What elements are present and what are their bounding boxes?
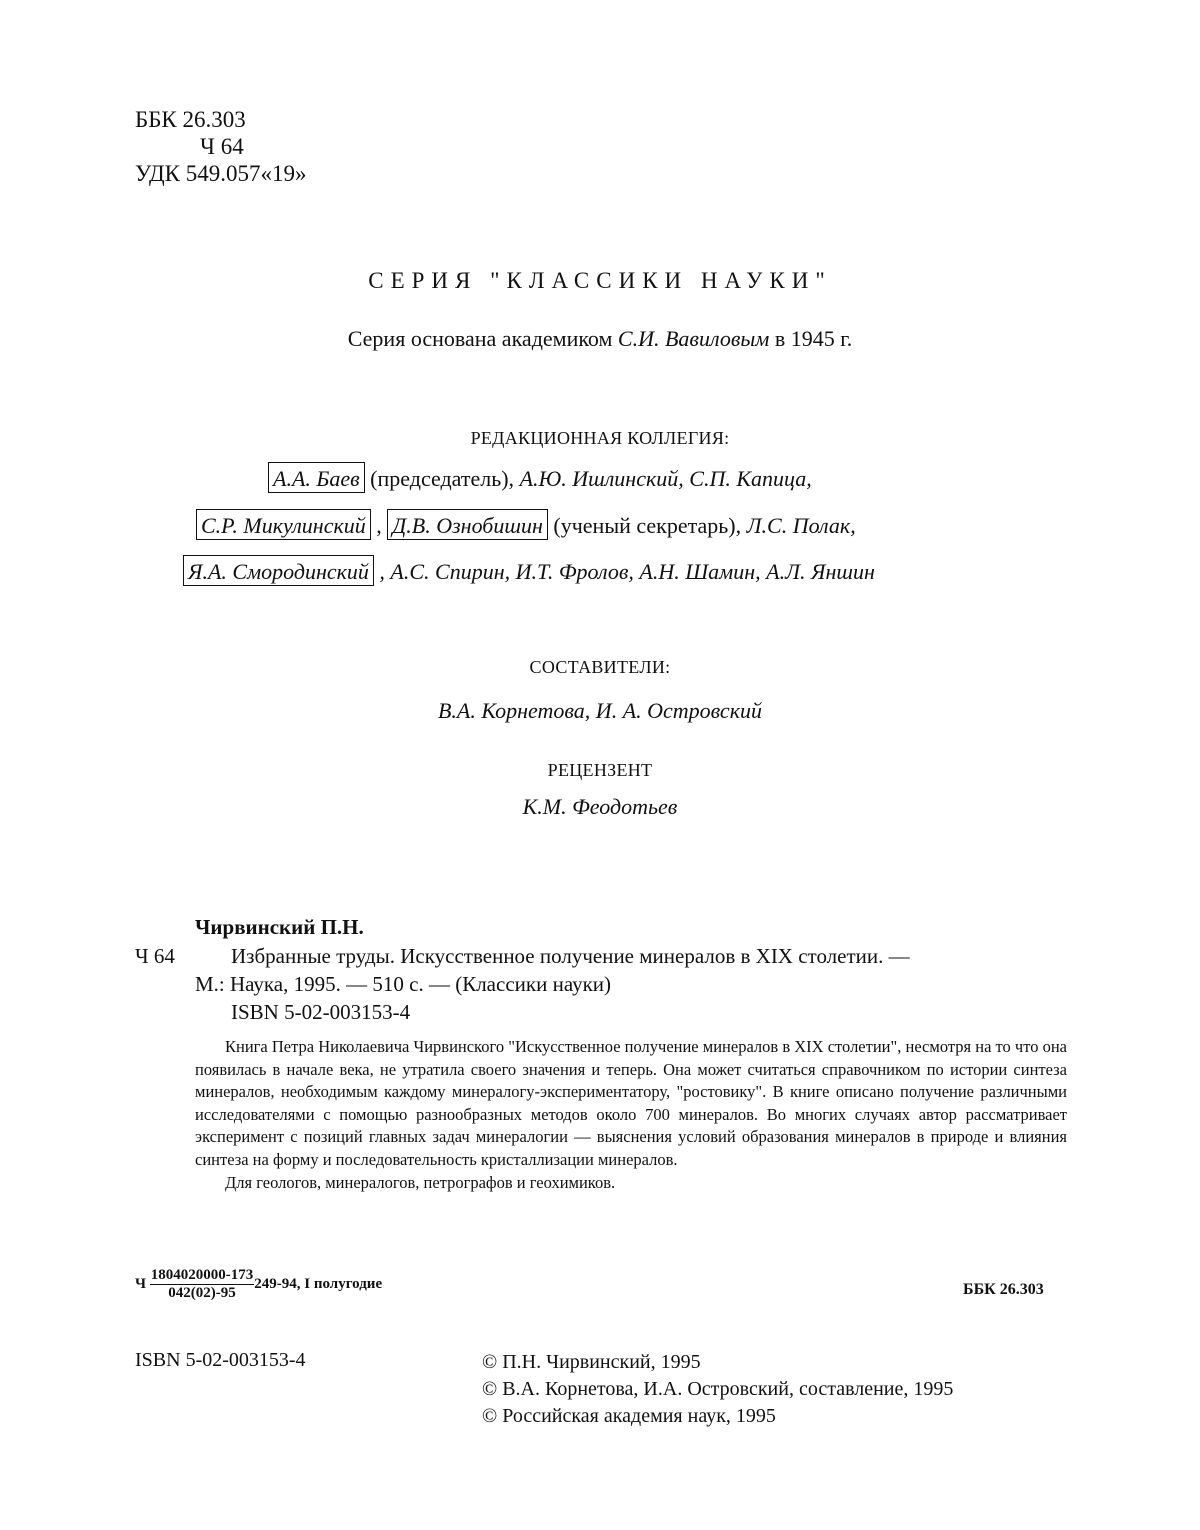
board-members: , А.С. Спирин, И.Т. Фролов, А.Н. Шамин, А.Л. Яншин [374, 559, 875, 584]
copyright-block [482, 1349, 953, 1430]
footer-isbn: ISBN 5-02-003153-4 [135, 1349, 306, 1372]
bib-title: Избранные труды. Искусственное получение минералов в XIX столетии. — [231, 943, 910, 970]
series-founded-suffix: в 1945 г. [769, 326, 852, 351]
editorial-board-line-3 [183, 559, 875, 585]
board-members: А.Ю. Ишлинский, С.П. Капица, [520, 466, 812, 491]
board-member-boxed: А.А. Баев [268, 462, 365, 493]
annotation-text: Книга Петра Николаевича Чирвинского "Искусственное получение минералов в XIX столетии", несмотря на то что она появилась в начале века, не утратила своего значения и теперь. Она может считаться справочником по истории синтеза минералов, необходимым каждому минералогу-экспериментатору, "ростовику". В книге описано получение различными исследователями с помощью разнообразных методов около 700 минералов. Во многих случаях автор рассматривает эксперимент с позиций главных задач минералогии — выяснения условий образования минералов в природе и влияния синтеза на форму и последовательность кристаллизации минералов. [195, 1036, 1067, 1172]
bib-publisher: М.: Наука, 1995. — 510 с. — (Классики науки) [195, 971, 611, 998]
catalog-denominator: 042(02)-95 [150, 1285, 255, 1302]
board-member-boxed: Д.В. Ознобишин [387, 509, 548, 540]
reviewer-heading: РЕЦЕНЗЕНТ [0, 760, 1200, 781]
board-members: Л.С. Полак, [747, 513, 856, 538]
annotation [195, 1036, 1067, 1194]
series-title: СЕРИЯ "КЛАССИКИ НАУКИ" [0, 268, 1200, 294]
editorial-board-line-1 [268, 466, 812, 492]
copyright-line: © Российская академия наук, 1995 [482, 1403, 953, 1430]
catalog-suffix: 249-94, I полугодие [254, 1276, 382, 1292]
series-founded [0, 326, 1200, 352]
catalog-prefix: Ч [135, 1276, 146, 1292]
series-founded-prefix: Серия основана академиком [348, 326, 618, 351]
compilers-names: В.А. Корнетова, И. А. Островский [0, 698, 1200, 724]
bib-isbn: ISBN 5-02-003153-4 [231, 999, 410, 1026]
board-member-boxed: С.Р. Микулинский [196, 509, 371, 540]
classification-block [135, 106, 307, 187]
catalog-code [135, 1267, 382, 1302]
board-role: (ученый секретарь), [548, 513, 747, 538]
udk-code: УДК 549.057«19» [135, 160, 307, 187]
author-mark: Ч 64 [135, 133, 307, 160]
copyright-line: © П.Н. Чирвинский, 1995 [482, 1349, 953, 1376]
copyright-line: © В.А. Корнетова, И.А. Островский, составление, 1995 [482, 1376, 953, 1403]
series-founder-name: С.И. Вавиловым [618, 326, 769, 351]
bib-author: Чирвинский П.Н. [195, 914, 364, 941]
catalog-fraction [150, 1267, 255, 1302]
compilers-heading: СОСТАВИТЕЛИ: [0, 657, 1200, 678]
editorial-board-heading: РЕДАКЦИОННАЯ КОЛЛЕГИЯ: [0, 428, 1200, 449]
bbk-code: ББК 26.303 [135, 106, 307, 133]
editorial-board-line-2 [196, 513, 856, 539]
reviewer-name: К.М. Феодотьев [0, 794, 1200, 820]
catalog-numerator: 1804020000-173 [150, 1267, 255, 1285]
catalog-bbk: ББК 26.303 [963, 1281, 1044, 1299]
board-role: (председатель), [365, 466, 520, 491]
board-separator: , [371, 513, 388, 538]
board-member-boxed: Я.А. Смородинский [183, 555, 374, 586]
annotation-audience: Для геологов, минералогов, петрографов и геохимиков. [195, 1172, 1067, 1195]
bib-mark: Ч 64 [135, 943, 175, 970]
